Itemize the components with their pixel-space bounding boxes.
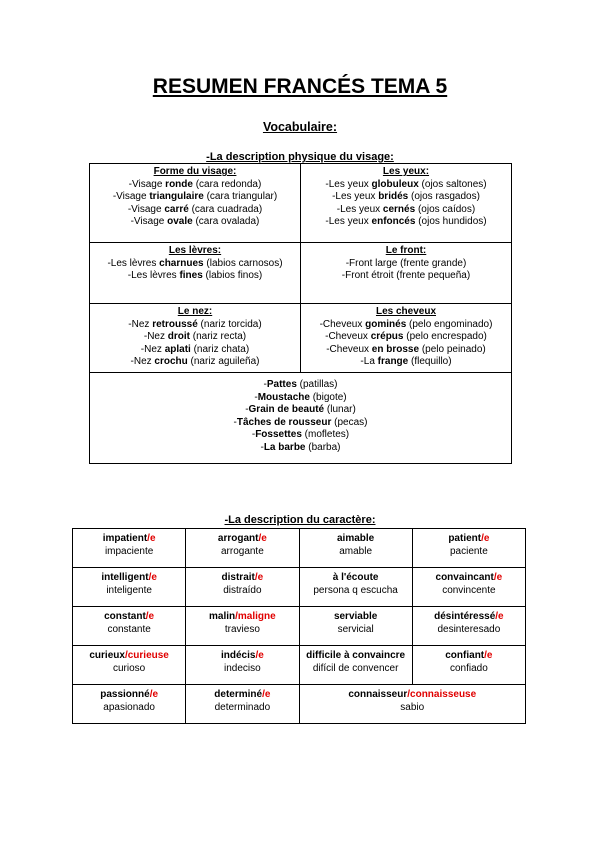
spanish-translation: desinteresado: [437, 623, 501, 635]
vocab-term: Pattes: [266, 379, 297, 390]
physical-row: [90, 304, 512, 373]
spanish-translation: convincente: [442, 584, 496, 596]
physical-row: [90, 164, 512, 243]
vocab-prefix: -Visage: [127, 203, 165, 215]
vocab-prefix: -Les lèvres: [127, 270, 180, 282]
vocab-term: Tâches de rousseur: [236, 416, 332, 428]
vocab-line: [304, 344, 508, 357]
vocab-term: crochu: [154, 356, 188, 368]
masculine-form: impatient: [102, 533, 148, 544]
vocab-term: enfoncés: [371, 216, 416, 228]
vocab-prefix: -Cheveux: [325, 331, 371, 343]
character-row: [73, 529, 526, 568]
spanish-translation: distraído: [223, 584, 262, 596]
physical-cell: [90, 373, 512, 464]
vocab-line: [304, 216, 508, 229]
character-cell: [412, 568, 525, 607]
french-adjective: [415, 611, 523, 624]
vocab-prefix: -: [245, 404, 249, 416]
vocab-term: Moustache: [257, 391, 310, 403]
vocab-prefix: -Les lèvres: [107, 257, 160, 269]
cell-title: Le nez:: [177, 306, 213, 317]
spanish-translation: servicial: [337, 623, 374, 635]
feminine-ending: /connaisseuse: [407, 689, 477, 700]
masculine-form: distrait: [221, 572, 255, 583]
vocab-line: [93, 270, 297, 283]
feminine-ending: /e: [255, 650, 264, 661]
masculine-form: aimable: [337, 533, 375, 544]
french-adjective: [188, 689, 296, 702]
spanish-translation: indeciso: [224, 662, 261, 674]
vocab-translation: (nariz chata): [190, 343, 250, 355]
vocab-line: [93, 331, 297, 344]
vocab-prefix: -Front large (frente grande): [345, 257, 467, 269]
vocab-translation: (ojos rasgados): [408, 191, 480, 203]
spanish-translation: curioso: [113, 662, 146, 674]
vocab-prefix: -: [251, 429, 256, 441]
character-cell: [73, 685, 186, 724]
character-cell: [412, 529, 525, 568]
physical-cell: [301, 164, 512, 243]
vocab-line: [93, 379, 508, 392]
vocab-line: [93, 216, 297, 229]
character-cell: [299, 646, 412, 685]
feminine-ending: /e: [147, 533, 156, 544]
vocab-translation: (flequillo): [408, 356, 452, 368]
vocab-prefix: -: [254, 391, 258, 403]
spanish-translation: impaciente: [104, 545, 154, 557]
vocab-term: cernés: [382, 203, 416, 215]
spanish-translation: persona q escucha: [313, 584, 398, 596]
french-adjective: [188, 611, 296, 624]
vocab-term: ronde: [165, 178, 193, 190]
vocab-term: globuleux: [371, 178, 419, 190]
french-adjective: [75, 572, 183, 585]
vocab-line: [93, 404, 508, 417]
french-adjective: [415, 572, 523, 585]
feminine-ending: /e: [254, 572, 264, 583]
spanish-translation: paciente: [449, 545, 488, 557]
vocab-prefix: -Visage: [128, 178, 166, 190]
character-cell: [299, 568, 412, 607]
vocab-line: [304, 191, 508, 204]
vocab-line: [304, 179, 508, 192]
masculine-form: confiant: [445, 650, 485, 661]
physical-description-table: [89, 163, 512, 464]
cell-title: Les lèvres:: [168, 245, 222, 256]
spanish-translation: arrogante: [220, 545, 264, 557]
vocab-line: [93, 258, 297, 271]
french-adjective: [415, 650, 523, 663]
spanish-translation: inteligente: [106, 584, 152, 596]
vocab-translation: (cara redonda): [192, 178, 262, 190]
vocab-line: [304, 331, 508, 344]
feminine-ending: /e: [149, 689, 159, 700]
masculine-form: difficile à convaincre: [306, 650, 406, 661]
character-cell: [73, 646, 186, 685]
character-row: [73, 685, 526, 724]
vocab-prefix: -Les yeux: [336, 203, 383, 215]
vocab-prefix: -Nez: [143, 331, 168, 343]
vocab-prefix: -: [260, 441, 264, 453]
vocab-line: [93, 204, 297, 217]
french-adjective: [188, 572, 296, 585]
vocab-prefix: -Visage: [130, 216, 168, 228]
french-adjective: [302, 533, 410, 546]
feminine-ending: /e: [262, 689, 271, 700]
physical-cell: [301, 243, 512, 304]
vocab-term: crépus: [370, 331, 404, 343]
vocab-prefix: -Les yeux: [325, 216, 372, 228]
vocab-line: [93, 319, 297, 332]
vocab-line: [304, 270, 508, 283]
masculine-form: intelligent: [101, 572, 149, 583]
masculine-form: constant: [104, 611, 146, 622]
vocab-term: retroussé: [152, 318, 198, 330]
cell-title: Le front:: [385, 245, 427, 256]
physical-cell: [301, 304, 512, 373]
physical-description-heading: -La description physique du visage:: [206, 151, 394, 163]
character-description-table: [72, 528, 526, 724]
physical-cell: [90, 243, 301, 304]
vocab-translation: (nariz aguileña): [187, 356, 260, 368]
cell-title: Forme du visage:: [153, 166, 237, 177]
vocab-translation: (mofletes): [301, 429, 350, 441]
vocab-term: gominés: [365, 318, 407, 330]
vocab-line: [93, 442, 508, 455]
spanish-translation: travieso: [224, 623, 260, 635]
vocab-line: [93, 417, 508, 430]
french-adjective: [415, 533, 523, 546]
character-cell: [299, 607, 412, 646]
vocab-translation: (pelo engominado): [406, 318, 493, 330]
vocab-prefix: -Nez: [128, 318, 153, 330]
masculine-form: determiné: [214, 689, 263, 700]
vocab-term: frange: [377, 356, 409, 368]
vocab-term: droit: [167, 331, 190, 343]
vocab-translation: (cara ovalada): [192, 216, 260, 228]
character-row: [73, 568, 526, 607]
vocab-translation: (nariz torcida): [197, 318, 262, 330]
masculine-form: convaincant: [435, 572, 494, 583]
vocab-translation: (bigote): [309, 391, 347, 403]
vocab-line: [304, 319, 508, 332]
french-adjective: [302, 650, 410, 663]
vocab-prefix: -Visage: [112, 191, 150, 203]
vocab-translation: (nariz recta): [190, 331, 247, 343]
vocab-prefix: -La: [360, 356, 378, 368]
feminine-ending: /maligne: [235, 611, 276, 622]
spanish-translation: sabio: [400, 701, 425, 713]
vocab-prefix: -Cheveux: [319, 318, 366, 330]
vocab-translation: (labios carnosos): [203, 257, 283, 269]
character-cell: [73, 529, 186, 568]
french-adjective: [75, 533, 183, 546]
vocab-term: Grain de beauté: [248, 404, 325, 416]
character-row: [73, 607, 526, 646]
french-adjective: [75, 611, 183, 624]
vocab-line: [304, 204, 508, 217]
masculine-form: passionné: [100, 689, 150, 700]
french-adjective: [188, 533, 296, 546]
masculine-form: arrogant: [217, 533, 259, 544]
character-cell: [186, 568, 299, 607]
vocab-term: fines: [179, 270, 203, 282]
spanish-translation: confiado: [449, 662, 488, 674]
french-adjective: [75, 689, 183, 702]
character-cell: [299, 685, 526, 724]
spanish-translation: difícil de convencer: [312, 662, 399, 674]
character-cell: [186, 685, 299, 724]
vocab-term: charnues: [159, 257, 204, 269]
cell-title: Les yeux:: [382, 166, 430, 177]
vocab-translation: (barba): [305, 441, 341, 453]
vocab-translation: (patillas): [296, 379, 338, 390]
vocab-line: [93, 191, 297, 204]
spanish-translation: apasionado: [103, 701, 155, 713]
french-adjective: [188, 650, 296, 663]
masculine-form: curieux: [89, 650, 125, 661]
french-adjective: [302, 611, 410, 624]
vocab-translation: (cara triangular): [203, 191, 278, 203]
spanish-translation: amable: [339, 545, 373, 557]
physical-cell: [90, 164, 301, 243]
masculine-form: patient: [448, 533, 482, 544]
vocab-line: [304, 356, 508, 369]
vocab-prefix: -Les yeux: [332, 191, 379, 203]
feminine-ending: /e: [148, 572, 157, 583]
vocab-prefix: -Nez: [140, 343, 165, 355]
masculine-form: connaisseur: [348, 689, 408, 700]
vocab-translation: (pelo peinado): [419, 343, 486, 355]
feminine-ending: /e: [493, 572, 503, 583]
masculine-form: à l'écoute: [332, 572, 379, 583]
physical-row: [90, 373, 512, 464]
physical-row: [90, 243, 512, 304]
vocab-translation: (ojos hundidos): [415, 216, 487, 228]
vocab-term: ovale: [167, 216, 193, 228]
vocab-translation: (cara cuadrada): [188, 203, 263, 215]
vocab-line: [304, 258, 508, 271]
masculine-form: malin: [209, 611, 236, 622]
vocab-prefix: -Les yeux: [325, 178, 372, 190]
character-cell: [186, 607, 299, 646]
character-cell: [73, 607, 186, 646]
vocabulary-heading: Vocabulaire:: [262, 120, 338, 134]
character-description-heading: -La description du caractère:: [224, 514, 376, 526]
vocab-translation: (pecas): [331, 416, 368, 428]
vocab-line: [93, 179, 297, 192]
spanish-translation: determinado: [214, 701, 271, 713]
character-cell: [412, 646, 525, 685]
masculine-form: indécis: [220, 650, 256, 661]
feminine-ending: /e: [145, 611, 155, 622]
vocab-term: aplati: [164, 343, 191, 355]
feminine-ending: /e: [495, 611, 504, 622]
vocab-line: [93, 356, 297, 369]
vocab-prefix: -: [263, 379, 267, 390]
vocab-translation: (lunar): [324, 404, 356, 416]
character-cell: [412, 607, 525, 646]
french-adjective: [75, 650, 183, 663]
page-title: RESUMEN FRANCÉS TEMA 5: [152, 75, 448, 98]
cell-title: Les cheveux: [375, 306, 437, 317]
french-adjective: [302, 572, 410, 585]
masculine-form: serviable: [333, 611, 378, 622]
character-cell: [186, 529, 299, 568]
vocab-prefix: -Cheveux: [326, 343, 372, 355]
character-cell: [73, 568, 186, 607]
vocab-translation: (ojos saltones): [418, 178, 487, 190]
vocab-term: La barbe: [263, 441, 306, 453]
feminine-ending: /e: [484, 650, 493, 661]
character-row: [73, 646, 526, 685]
feminine-ending: /e: [258, 533, 267, 544]
feminine-ending: /curieuse: [124, 650, 169, 661]
feminine-ending: /e: [481, 533, 490, 544]
french-adjective: [302, 689, 524, 702]
spanish-translation: constante: [107, 623, 151, 635]
character-cell: [299, 529, 412, 568]
vocab-prefix: -: [233, 416, 237, 428]
vocab-translation: (ojos caídos): [415, 203, 476, 215]
vocab-prefix: -Nez: [130, 356, 155, 368]
vocab-line: [93, 429, 508, 442]
character-cell: [186, 646, 299, 685]
vocab-term: en brosse: [371, 343, 420, 355]
vocab-term: bridés: [378, 191, 409, 203]
vocab-line: [93, 392, 508, 405]
vocab-term: carré: [164, 203, 189, 215]
vocab-translation: (pelo encrespado): [403, 331, 487, 343]
vocab-translation: (labios finos): [202, 270, 263, 282]
masculine-form: désintéressé: [434, 611, 496, 622]
vocab-term: triangulaire: [149, 191, 204, 203]
vocab-line: [93, 344, 297, 357]
vocab-prefix: -Front étroit (frente pequeña): [341, 270, 471, 282]
vocab-term: Fossettes: [255, 429, 302, 441]
physical-cell: [90, 304, 301, 373]
